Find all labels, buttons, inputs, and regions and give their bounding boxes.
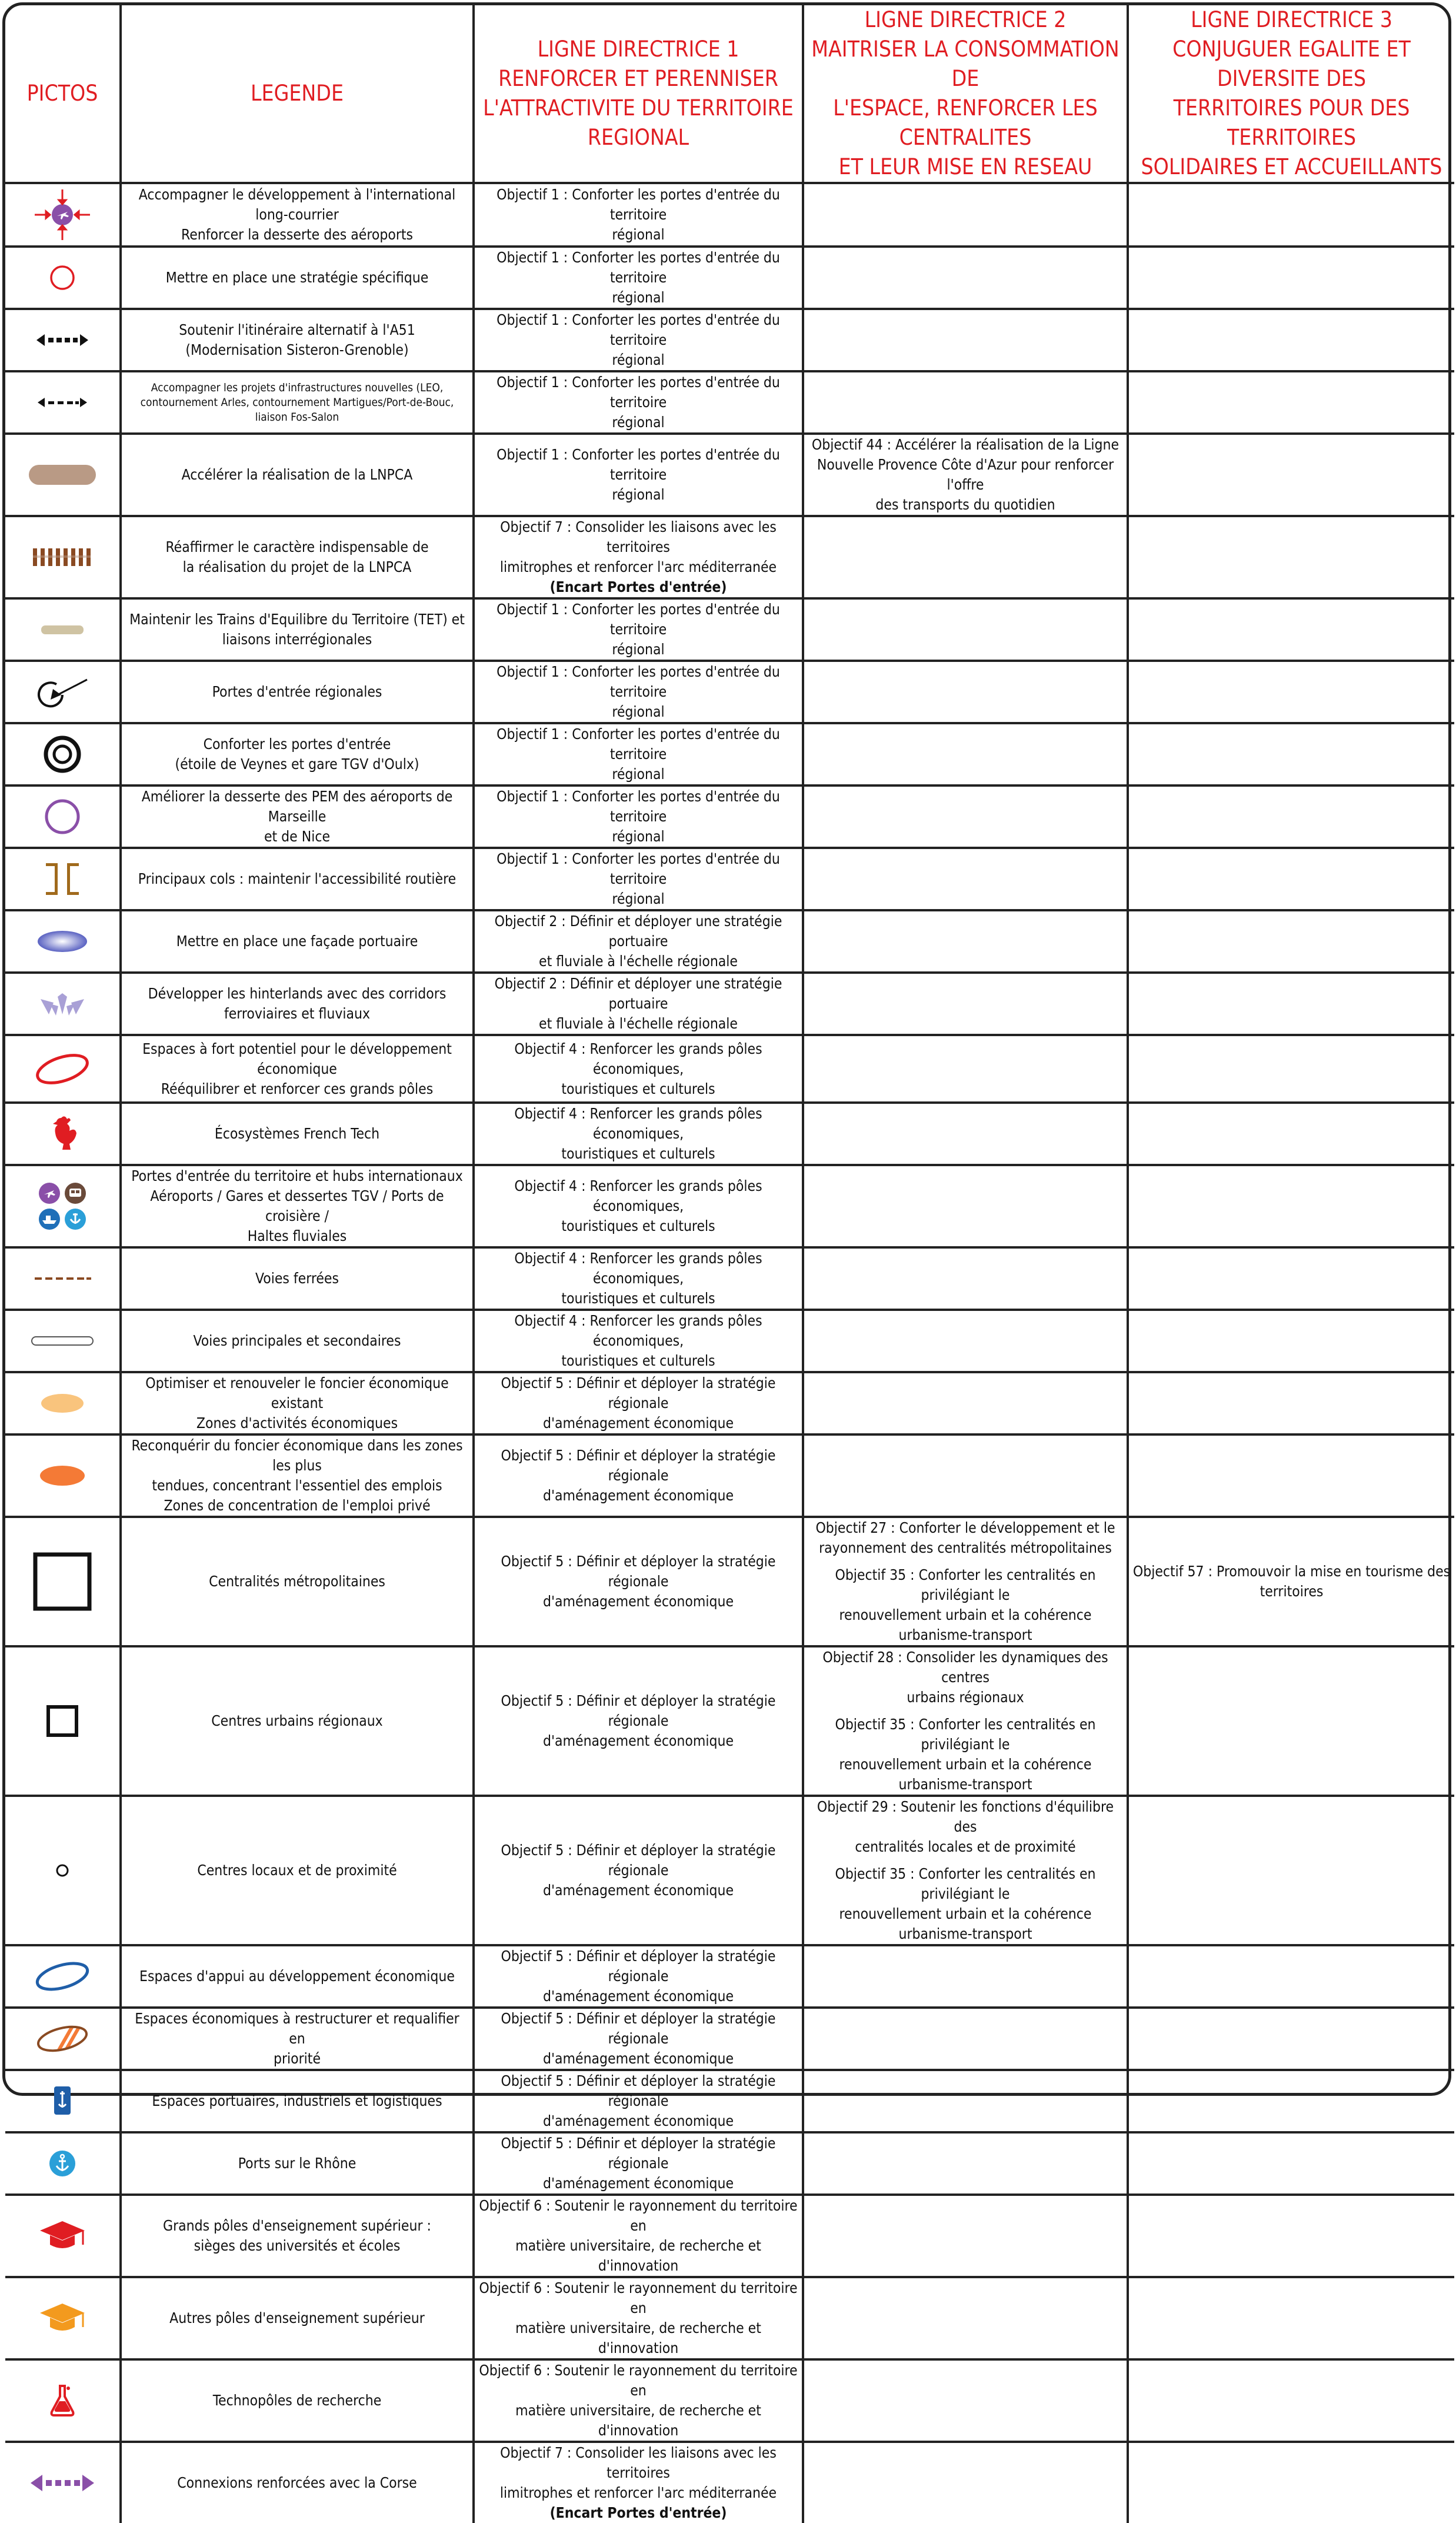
ld3-cell	[1128, 910, 1454, 973]
ld1-cell	[474, 1434, 803, 1517]
objective-text: Objectif 1 : Conforter les portes d'entrée du territoire régional	[497, 186, 780, 243]
airport-international-icon	[5, 183, 121, 247]
ld2-cell	[803, 1372, 1128, 1434]
objective-text: Objectif 35 : Conforter les centralités en privilégiant le renouvellement urbain et la cohérence urbanisme-transport	[835, 1716, 1096, 1793]
table-row	[5, 1103, 1454, 1165]
anchor-icon	[5, 2132, 121, 2195]
table-row	[5, 1517, 1454, 1646]
ld1-cell	[474, 1103, 803, 1165]
legend-cell: Voies ferrées	[121, 1247, 474, 1310]
objective-text: Objectif 5 : Définir et déployer la stratégie régionale d'aménagement économique	[501, 2072, 776, 2129]
ld2-cell	[803, 309, 1128, 371]
ld3-cell	[1128, 1646, 1454, 1796]
header-ligne-directrice-1: LIGNE DIRECTRICE 1 RENFORCER ET PERENNISER L'ATTRACTIVITE DU TERRITOIRE REGIONAL	[474, 5, 803, 183]
ld2-cell	[803, 785, 1128, 848]
legend-sheet	[2, 2, 1451, 2521]
legend-cell: Espaces portuaires, industriels et logistiques	[121, 2070, 474, 2132]
objective-text: Objectif 1 : Conforter les portes d'entrée du territoire régional	[497, 446, 780, 503]
legend-cell: Écosystèmes French Tech	[121, 1103, 474, 1165]
ld2-cell	[803, 1945, 1128, 2008]
ld2-cell	[803, 1310, 1128, 1372]
legend-cell: Accélérer la réalisation de la LNPCA	[121, 434, 474, 516]
ld2-cell	[803, 247, 1128, 309]
objective-text: Objectif 1 : Conforter les portes d'entrée du territoire régional	[497, 601, 780, 658]
header-ligne-directrice-2: LIGNE DIRECTRICE 2 MAITRISER LA CONSOMMATION DE L'ESPACE, RENFORCER LES CENTRALITES ET LEUR MISE EN RESEAU	[803, 5, 1128, 183]
table-row	[5, 973, 1454, 1035]
ld2-cell	[803, 723, 1128, 785]
objective-text: Objectif 35 : Conforter les centralités en privilégiant le renouvellement urbain et la cohérence urbanisme-transport	[835, 1566, 1096, 1643]
legend-cell: Accompagner les projets d'infrastructures nouvelles (LEO, contournement Arles, contournement Martigues/Port-de-Bouc, liaison Fos-Salon	[121, 371, 474, 434]
ld3-cell	[1128, 2195, 1454, 2277]
blue-ellipse-icon	[5, 1945, 121, 2008]
legend-cell: Grands pôles d'enseignement supérieur : sièges des universités et écoles	[121, 2195, 474, 2277]
ld1-cell	[474, 371, 803, 434]
ld1-cell	[474, 1165, 803, 1247]
table-row	[5, 247, 1454, 309]
objective-text: Objectif 7 : Consolider les liaisons avec les territoires limitrophes et renforcer l'arc méditerranée	[499, 518, 777, 575]
ld1-cell	[474, 2277, 803, 2359]
ld3-cell	[1128, 2277, 1454, 2359]
legend-cell: Espaces économiques à restructurer et requalifier en priorité	[121, 2008, 474, 2070]
table-row	[5, 661, 1454, 723]
objective-text: Objectif 2 : Définir et déployer une stratégie portuaire et fluviale à l'échelle régionale	[494, 913, 782, 970]
legend-cell: Développer les hinterlands avec des corridors ferroviaires et fluviaux	[121, 973, 474, 1035]
table-row	[5, 1165, 1454, 1247]
legend-table	[5, 5, 1454, 2523]
objective-text: Objectif 57 : Promouvoir la mise en tourisme des territoires	[1132, 1563, 1451, 1600]
legend-cell: Accompagner le développement à l'international long-courrier Renforcer la desserte des aéroports	[121, 183, 474, 247]
objective-text: Objectif 2 : Définir et déployer une stratégie portuaire et fluviale à l'échelle régionale	[494, 975, 782, 1032]
ld3-cell	[1128, 598, 1454, 661]
objective-text: Objectif 1 : Conforter les portes d'entrée du territoire régional	[497, 850, 780, 907]
legend-cell: Centres locaux et de proximité	[121, 1796, 474, 1945]
medium-square-icon	[5, 1646, 121, 1796]
ld3-cell	[1128, 1035, 1454, 1103]
flask-icon	[5, 2359, 121, 2442]
legend-cell: Améliorer la desserte des PEM des aéroports de Marseille et de Nice	[121, 785, 474, 848]
ld1-cell	[474, 661, 803, 723]
ld1-cell	[474, 516, 803, 598]
ld1-cell	[474, 1796, 803, 1945]
ld3-cell	[1128, 2442, 1454, 2523]
ld2-cell	[803, 1035, 1128, 1103]
ld2-cell	[803, 661, 1128, 723]
table-row	[5, 183, 1454, 247]
ld2-cell	[803, 2442, 1128, 2523]
header-pictos: PICTOS	[5, 5, 121, 183]
objective-text: Objectif 6 : Soutenir le rayonnement du territoire en matière universitaire, de recherche et d'innovation	[479, 2197, 798, 2274]
table-row	[5, 1945, 1454, 2008]
table-row	[5, 2195, 1454, 2277]
legend-cell: Maintenir les Trains d'Equilibre du Territoire (TET) et liaisons interrégionales	[121, 598, 474, 661]
objective-text: Objectif 28 : Consolider les dynamiques des centres urbains régionaux	[822, 1649, 1108, 1706]
objective-text: Objectif 6 : Soutenir le rayonnement du territoire en matière universitaire, de recherche et d'innovation	[479, 2362, 798, 2439]
objective-text: Objectif 44 : Accélérer la réalisation de la Ligne Nouvelle Provence Côte d'Azur pour renforcer l'offre des transports du quotidien	[811, 436, 1120, 513]
legend-cell: Conforter les portes d'entrée (étoile de Veynes et gare TGV d'Oulx)	[121, 723, 474, 785]
table-row	[5, 371, 1454, 434]
double-arrow-dashed-icon	[5, 371, 121, 434]
ld1-cell	[474, 1945, 803, 2008]
ld3-cell	[1128, 785, 1454, 848]
ld2-cell	[803, 1103, 1128, 1165]
graduation-cap-red-icon	[5, 2195, 121, 2277]
ld1-cell	[474, 1310, 803, 1372]
ld3-cell	[1128, 1517, 1454, 1646]
ld3-cell	[1128, 516, 1454, 598]
ld2-cell	[803, 516, 1128, 598]
ld1-cell	[474, 1372, 803, 1434]
legend-cell: Portes d'entrée du territoire et hubs internationaux Aéroports / Gares et dessertes TGV / Ports de croisière / Haltes fluviales	[121, 1165, 474, 1247]
ld1-cell	[474, 723, 803, 785]
table-row	[5, 2070, 1454, 2132]
ld1-cell	[474, 434, 803, 516]
legend-cell: Mettre en place une stratégie spécifique	[121, 247, 474, 309]
table-row	[5, 1035, 1454, 1103]
ld2-cell	[803, 1796, 1128, 1945]
ld3-cell	[1128, 2008, 1454, 2070]
port-industrial-icon	[5, 2070, 121, 2132]
objective-text: Objectif 4 : Renforcer les grands pôles économiques, touristiques et culturels	[514, 1040, 762, 1097]
legend-cell: Centralités métropolitaines	[121, 1517, 474, 1646]
ld3-cell	[1128, 848, 1454, 910]
legend-cell: Soutenir l'itinéraire alternatif à l'A51 (Modernisation Sisteron-Grenoble)	[121, 309, 474, 371]
legend-cell: Autres pôles d'enseignement supérieur	[121, 2277, 474, 2359]
table-row	[5, 910, 1454, 973]
ld3-cell	[1128, 1434, 1454, 1517]
ld2-cell	[803, 2070, 1128, 2132]
objective-text: Objectif 5 : Définir et déployer la stratégie régionale d'aménagement économique	[501, 1842, 776, 1899]
legend-cell: Reconquérir du foncier économique dans les zones les plus tendues, concentrant l'essentiel des emplois Zones de concentration de l'emploi privé	[121, 1434, 474, 1517]
ld1-cell	[474, 309, 803, 371]
objective-text: Objectif 29 : Soutenir les fonctions d'équilibre des centralités locales et de proximité	[817, 1798, 1114, 1855]
ld3-cell	[1128, 1247, 1454, 1310]
ld1-cell	[474, 2359, 803, 2442]
table-row	[5, 723, 1454, 785]
road-outline-icon	[5, 1310, 121, 1372]
table-row	[5, 2442, 1454, 2523]
objective-text: Objectif 5 : Définir et déployer la stratégie régionale d'aménagement économique	[501, 1374, 776, 1432]
legend-cell: Mettre en place une façade portuaire	[121, 910, 474, 973]
objective-text: Objectif 5 : Définir et déployer la stratégie régionale d'aménagement économique	[501, 2135, 776, 2192]
transport-hubs-icon	[5, 1165, 121, 1247]
table-row	[5, 2277, 1454, 2359]
ld3-cell	[1128, 434, 1454, 516]
legend-cell: Optimiser et renouveler le foncier économique existant Zones d'activités économiques	[121, 1372, 474, 1434]
table-row	[5, 785, 1454, 848]
header-legende: LEGENDE	[121, 5, 474, 183]
ld2-cell	[803, 2359, 1128, 2442]
table-row	[5, 1796, 1454, 1945]
header-ligne-directrice-3: LIGNE DIRECTRICE 3 CONJUGUER EGALITE ET DIVERSITE DES TERRITOIRES POUR DES TERRITOIRES SOLIDAIRES ET ACCUEILLANTS	[1128, 5, 1454, 183]
table-row	[5, 1247, 1454, 1310]
ld2-cell	[803, 2008, 1128, 2070]
ld1-cell	[474, 2070, 803, 2132]
ld1-cell	[474, 1517, 803, 1646]
ld3-cell	[1128, 1372, 1454, 1434]
ld1-cell	[474, 247, 803, 309]
ld3-cell	[1128, 973, 1454, 1035]
ld3-cell	[1128, 183, 1454, 247]
french-tech-rooster-icon	[5, 1103, 121, 1165]
ld2-cell	[803, 1434, 1128, 1517]
table-row	[5, 1646, 1454, 1796]
table-row	[5, 1434, 1454, 1517]
ld2-cell	[803, 183, 1128, 247]
large-square-icon	[5, 1517, 121, 1646]
ld3-cell	[1128, 2359, 1454, 2442]
ld3-cell	[1128, 371, 1454, 434]
ld2-cell	[803, 1517, 1128, 1646]
ld3-cell	[1128, 1796, 1454, 1945]
ld3-cell	[1128, 723, 1454, 785]
ld2-cell	[803, 2132, 1128, 2195]
ld1-cell	[474, 598, 803, 661]
ld2-cell	[803, 973, 1128, 1035]
objective-text: Objectif 1 : Conforter les portes d'entrée du territoire régional	[497, 663, 780, 720]
hinterland-arrows-icon	[5, 973, 121, 1035]
ld3-cell	[1128, 661, 1454, 723]
legend-cell: Ports sur le Rhône	[121, 2132, 474, 2195]
ld2-cell	[803, 1165, 1128, 1247]
railway-dashed-icon	[5, 1247, 121, 1310]
corsica-arrow-icon	[5, 2442, 121, 2523]
ld1-cell	[474, 2195, 803, 2277]
objective-text: Objectif 4 : Renforcer les grands pôles économiques, touristiques et culturels	[514, 1105, 762, 1162]
ld2-cell	[803, 371, 1128, 434]
objective-text: Objectif 5 : Définir et déployer la stratégie régionale d'aménagement économique	[501, 1692, 776, 1749]
ld1-cell	[474, 910, 803, 973]
double-arrow-dotted-icon	[5, 309, 121, 371]
ld2-cell	[803, 434, 1128, 516]
legend-cell: Technopôles de recherche	[121, 2359, 474, 2442]
light-orange-ellipse-icon	[5, 1372, 121, 1434]
objective-text: Objectif 1 : Conforter les portes d'entrée du territoire régional	[497, 788, 780, 845]
ld3-cell	[1128, 1310, 1454, 1372]
objective-text: Objectif 35 : Conforter les centralités en privilégiant le renouvellement urbain et la cohérence urbanisme-transport	[835, 1865, 1096, 1942]
ld1-cell	[474, 973, 803, 1035]
port-facade-icon	[5, 910, 121, 973]
table-row	[5, 2132, 1454, 2195]
legend-cell: Principaux cols : maintenir l'accessibilité routière	[121, 848, 474, 910]
header-row	[5, 5, 1454, 183]
ld1-cell	[474, 1646, 803, 1796]
lnpca-band-icon	[5, 434, 121, 516]
red-ellipse-icon	[5, 1035, 121, 1103]
legend-cell: Espaces à fort potentiel pour le développement économique Rééquilibrer et renforcer ces grands pôles	[121, 1035, 474, 1103]
encart-portes-entree: (Encart Portes d'entrée)	[549, 2504, 727, 2521]
objective-text: Objectif 4 : Renforcer les grands pôles économiques, touristiques et culturels	[514, 1312, 762, 1369]
mountain-pass-icon	[5, 848, 121, 910]
legend-cell: Réaffirmer le caractère indispensable de la réalisation du projet de la LNPCA	[121, 516, 474, 598]
ld3-cell	[1128, 1165, 1454, 1247]
objective-text: Objectif 1 : Conforter les portes d'entrée du territoire régional	[497, 249, 780, 306]
double-ring-icon	[5, 723, 121, 785]
ld1-cell	[474, 183, 803, 247]
ld2-cell	[803, 1247, 1128, 1310]
table-row	[5, 309, 1454, 371]
ld2-cell	[803, 2195, 1128, 2277]
legend-cell: Portes d'entrée régionales	[121, 661, 474, 723]
ld2-cell	[803, 598, 1128, 661]
objective-text: Objectif 6 : Soutenir le rayonnement du territoire en matière universitaire, de recherche et d'innovation	[479, 2279, 798, 2356]
objective-text: Objectif 5 : Définir et déployer la stratégie régionale d'aménagement économique	[501, 1553, 776, 1610]
table-row	[5, 2008, 1454, 2070]
ld1-cell	[474, 2008, 803, 2070]
ld2-cell	[803, 1646, 1128, 1796]
ld3-cell	[1128, 2132, 1454, 2195]
ld3-cell	[1128, 1945, 1454, 2008]
legend-cell: Voies principales et secondaires	[121, 1310, 474, 1372]
ld1-cell	[474, 848, 803, 910]
legend-cell: Connexions renforcées avec la Corse	[121, 2442, 474, 2523]
ld3-cell	[1128, 247, 1454, 309]
table-row	[5, 848, 1454, 910]
objective-text: Objectif 4 : Renforcer les grands pôles économiques, touristiques et culturels	[514, 1177, 762, 1234]
table-row	[5, 598, 1454, 661]
objective-text: Objectif 27 : Conforter le développement et le rayonnement des centralités métropolitaines	[815, 1519, 1115, 1556]
table-row	[5, 1372, 1454, 1434]
purple-circle-icon	[5, 785, 121, 848]
objective-text: Objectif 4 : Renforcer les grands pôles économiques, touristiques et culturels	[514, 1250, 762, 1307]
small-circle-icon	[5, 1796, 121, 1945]
hatched-ellipse-icon	[5, 2008, 121, 2070]
ld2-cell	[803, 848, 1128, 910]
ld3-cell	[1128, 2070, 1454, 2132]
ld1-cell	[474, 2442, 803, 2523]
table-row	[5, 434, 1454, 516]
ld2-cell	[803, 910, 1128, 973]
table-row	[5, 516, 1454, 598]
hatched-band-icon	[5, 516, 121, 598]
legend-cell: Espaces d'appui au développement économique	[121, 1945, 474, 2008]
ld1-cell	[474, 1035, 803, 1103]
encart-portes-entree: (Encart Portes d'entrée)	[549, 578, 727, 595]
gateway-arrow-icon	[5, 661, 121, 723]
orange-ellipse-icon	[5, 1434, 121, 1517]
ld3-cell	[1128, 1103, 1454, 1165]
table-row	[5, 1310, 1454, 1372]
objective-text: Objectif 5 : Définir et déployer la stratégie régionale d'aménagement économique	[501, 1948, 776, 2005]
tet-band-icon	[5, 598, 121, 661]
objective-text: Objectif 1 : Conforter les portes d'entrée du territoire régional	[497, 311, 780, 368]
objective-text: Objectif 7 : Consolider les liaisons avec les territoires limitrophes et renforcer l'arc méditerranée	[499, 2444, 777, 2501]
objective-text: Objectif 1 : Conforter les portes d'entrée du territoire régional	[497, 725, 780, 783]
ld1-cell	[474, 1247, 803, 1310]
ld2-cell	[803, 2277, 1128, 2359]
legend-cell: Centres urbains régionaux	[121, 1646, 474, 1796]
graduation-cap-orange-icon	[5, 2277, 121, 2359]
ld1-cell	[474, 2132, 803, 2195]
ld1-cell	[474, 785, 803, 848]
table-row	[5, 2359, 1454, 2442]
ld3-cell	[1128, 309, 1454, 371]
objective-text: Objectif 5 : Définir et déployer la stratégie régionale d'aménagement économique	[501, 1447, 776, 1504]
objective-text: Objectif 5 : Définir et déployer la stratégie régionale d'aménagement économique	[501, 2010, 776, 2067]
objective-text: Objectif 1 : Conforter les portes d'entrée du territoire régional	[497, 374, 780, 431]
red-circle-icon	[5, 247, 121, 309]
